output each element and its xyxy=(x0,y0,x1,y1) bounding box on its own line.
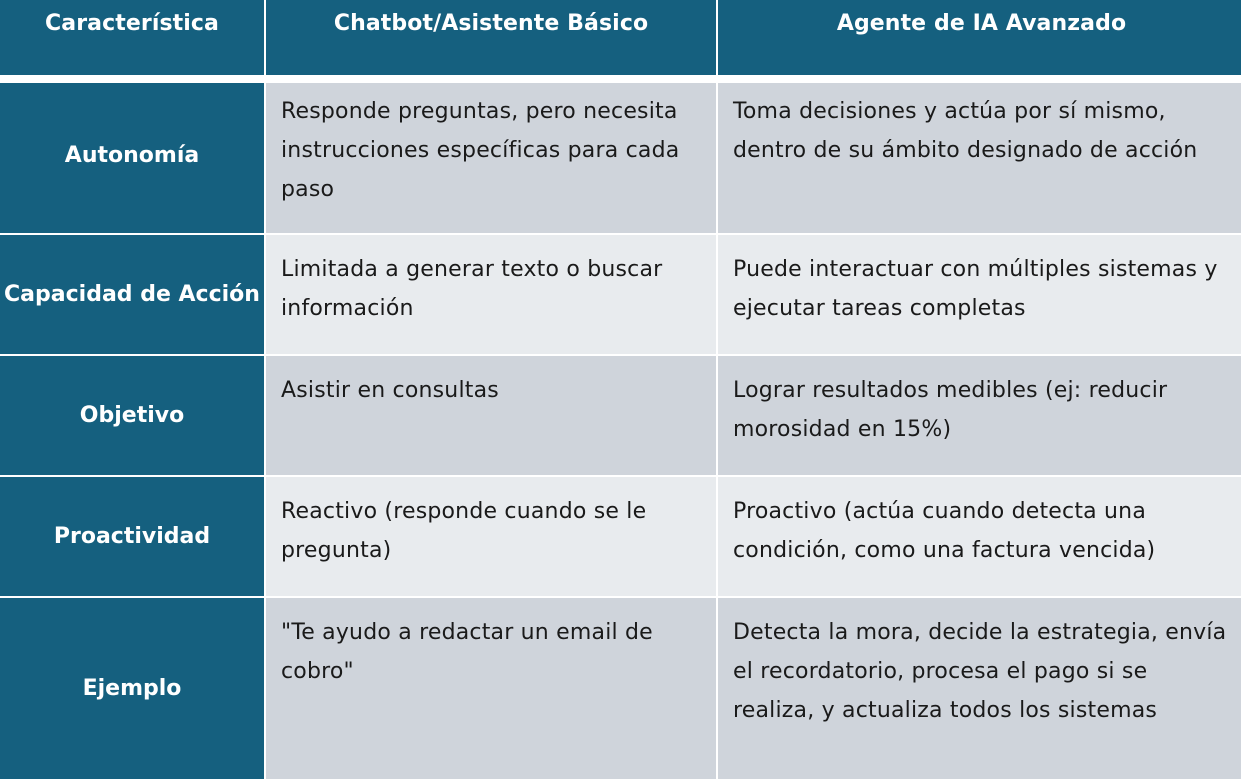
row-head-autonomia: Autonomía xyxy=(0,77,264,233)
cell-objetivo-basic: Asistir en consultas xyxy=(266,356,716,475)
header-caracteristica: Característica xyxy=(0,0,264,75)
row-head-objetivo: Objetivo xyxy=(0,356,264,475)
cell-ejemplo-advanced: Detecta la mora, decide la estrategia, envía el recordatorio, procesa el pago si se realiza, y actualiza todos los sistemas xyxy=(718,598,1241,779)
header-agente-ia: Agente de IA Avanzado xyxy=(718,0,1241,75)
header-divider xyxy=(0,75,1241,83)
row-head-ejemplo: Ejemplo xyxy=(0,598,264,779)
header-chatbot-basico: Chatbot/Asistente Básico xyxy=(266,0,716,75)
cell-autonomia-advanced: Toma decisiones y actúa por sí mismo, dentro de su ámbito designado de acción xyxy=(718,77,1241,233)
cell-capacidad-advanced: Puede interactuar con múltiples sistemas y ejecutar tareas completas xyxy=(718,235,1241,354)
cell-ejemplo-basic: "Te ayudo a redactar un email de cobro" xyxy=(266,598,716,779)
row-head-capacidad-accion: Capacidad de Acción xyxy=(0,235,264,354)
cell-proactividad-advanced: Proactivo (actúa cuando detecta una condición, como una factura vencida) xyxy=(718,477,1241,596)
cell-proactividad-basic: Reactivo (responde cuando se le pregunta) xyxy=(266,477,716,596)
cell-autonomia-basic: Responde preguntas, pero necesita instrucciones específicas para cada paso xyxy=(266,77,716,233)
cell-capacidad-basic: Limitada a generar texto o buscar información xyxy=(266,235,716,354)
cell-objetivo-advanced: Lograr resultados medibles (ej: reducir morosidad en 15%) xyxy=(718,356,1241,475)
row-head-proactividad: Proactividad xyxy=(0,477,264,596)
